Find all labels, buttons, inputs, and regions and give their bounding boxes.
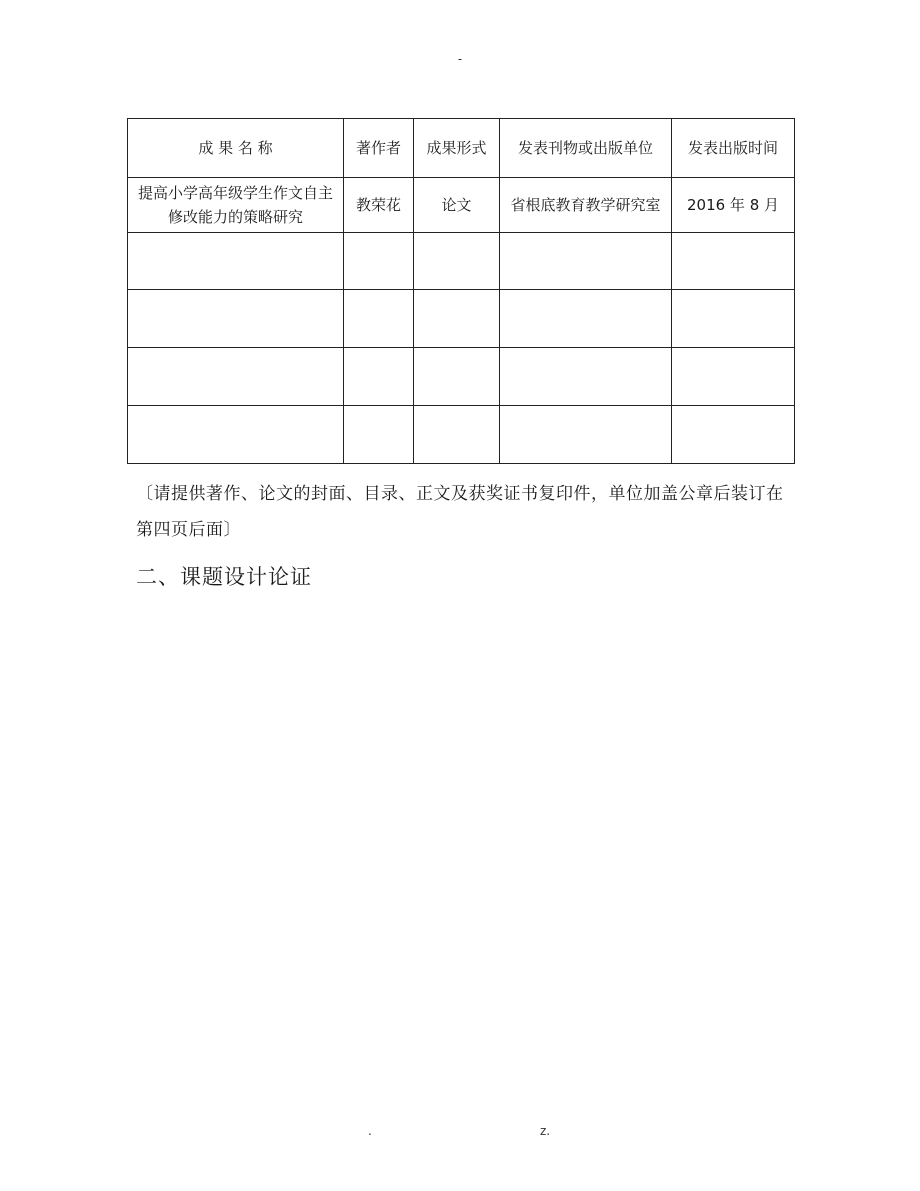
empty-table-row [128, 348, 795, 406]
header-achievement-name: 成 果 名 称 [128, 119, 344, 178]
empty-table-row [128, 406, 795, 464]
empty-table-row [128, 233, 795, 290]
empty-cell [128, 290, 344, 348]
empty-cell [500, 233, 672, 290]
results-table [127, 118, 795, 464]
empty-table-row [128, 290, 795, 348]
section-heading: 二、课题设计论证 [136, 565, 312, 589]
header-author: 著作者 [344, 119, 414, 178]
cell-publisher: 省根底教育教学研究室 [500, 178, 672, 233]
cell-author: 教荣花 [344, 178, 414, 233]
empty-cell [414, 406, 500, 464]
empty-cell [672, 290, 795, 348]
empty-cell [344, 406, 414, 464]
submission-note: 〔请提供著作、论文的封面、目录、正文及获奖证书复印件，单位加盖公章后装订在第四页后面〕 [136, 484, 784, 540]
empty-cell [500, 348, 672, 406]
empty-cell [414, 290, 500, 348]
empty-cell [414, 233, 500, 290]
empty-cell [672, 348, 795, 406]
cell-form: 论文 [414, 178, 500, 233]
empty-cell [128, 233, 344, 290]
empty-cell [500, 406, 672, 464]
empty-cell [500, 290, 672, 348]
header-publisher: 发表刊物或出版单位 [500, 119, 672, 178]
table-header-row [128, 119, 795, 178]
table-row [128, 178, 795, 233]
empty-cell [672, 233, 795, 290]
footer-right-mark: z. [540, 1124, 551, 1138]
empty-cell [344, 348, 414, 406]
header-date: 发表出版时间 [672, 119, 795, 178]
cell-date: 2016 年 8 月 [672, 178, 795, 233]
header-form: 成果形式 [414, 119, 500, 178]
empty-cell [672, 406, 795, 464]
empty-cell [344, 233, 414, 290]
page-header-mark: - [457, 52, 463, 66]
empty-cell [414, 348, 500, 406]
empty-cell [128, 406, 344, 464]
cell-title: 提高小学高年级学生作文自主修改能力的策略研究 [128, 178, 344, 233]
empty-cell [344, 290, 414, 348]
footer-left-mark: . [368, 1124, 372, 1138]
empty-cell [128, 348, 344, 406]
